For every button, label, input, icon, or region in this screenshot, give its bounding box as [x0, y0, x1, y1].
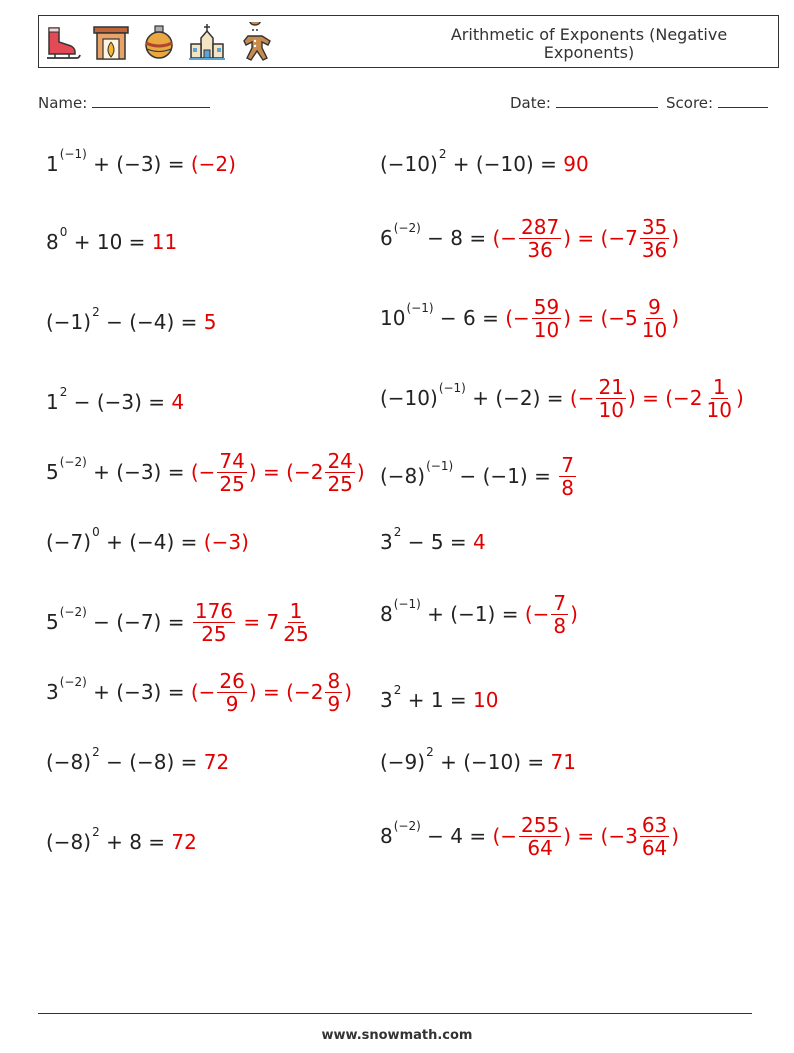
answer-prefix: (−5 — [600, 306, 638, 330]
fraction-numerator: 255 — [521, 812, 560, 837]
fraction-numerator: 8 — [327, 668, 341, 693]
answer-equals: = — [635, 386, 666, 410]
fraction — [532, 296, 561, 341]
answer: 4 — [171, 390, 185, 414]
fraction — [217, 670, 246, 715]
fraction-denominator: 25 — [327, 471, 353, 496]
answer-suffix: ) — [563, 824, 572, 848]
name-field[interactable] — [38, 94, 210, 112]
answer-prefix: 7 — [266, 610, 280, 634]
problem-operation: + (−10) = — [433, 750, 551, 774]
problem-exponent: 0 — [92, 525, 100, 539]
answer-mixed-group — [267, 600, 313, 645]
problem-left-8 — [46, 662, 352, 722]
answer-fraction-group — [492, 814, 571, 859]
answer-suffix: ) — [671, 226, 680, 250]
fraction — [193, 600, 235, 645]
problem-right-5 — [380, 446, 578, 506]
problem-left-4 — [46, 372, 184, 432]
answer-mixed-group — [286, 670, 352, 715]
problem-operation: + (−2) = — [465, 386, 570, 410]
church-icon — [187, 22, 227, 62]
problem-operation: + (−3) = — [86, 680, 191, 704]
gingerbread-icon — [235, 22, 275, 62]
fraction — [325, 450, 354, 495]
answer: 4 — [473, 530, 486, 554]
answer-fraction-group — [557, 454, 578, 499]
answer-suffix: ) — [627, 386, 636, 410]
answer-fraction-group — [492, 216, 571, 261]
fraction-denominator: 10 — [706, 397, 732, 422]
answer-equals: = — [571, 226, 601, 250]
problem-base: 1 — [46, 152, 59, 176]
problem-operation: − (−8) = — [99, 750, 204, 774]
problem-left-7 — [46, 592, 313, 652]
worksheet-header — [38, 15, 779, 68]
problem-operation: + (−3) = — [86, 460, 191, 484]
problem-base: 5 — [46, 460, 59, 484]
problem-operation: − 8 = — [420, 226, 493, 250]
problem-left-9 — [46, 732, 229, 792]
answer-prefix: (−2 — [286, 680, 324, 704]
fireplace-icon — [91, 22, 131, 62]
problem-left-5 — [46, 442, 365, 502]
fraction-denominator: 8 — [561, 475, 574, 500]
problem-operation: − (−3) = — [67, 390, 172, 414]
date-field[interactable] — [510, 94, 658, 112]
answer-suffix: ) — [344, 680, 352, 704]
problem-left-6 — [46, 512, 249, 572]
answer-mixed-group — [601, 216, 680, 261]
answer-suffix: ) — [248, 680, 257, 704]
problem-base: 3 — [380, 688, 393, 712]
answer: 71 — [550, 750, 576, 774]
problem-operation: + (−4) = — [99, 530, 204, 554]
answer-prefix: (− — [190, 460, 216, 484]
fraction-denominator: 10 — [641, 317, 668, 342]
problem-exponent: 2 — [92, 825, 100, 839]
fraction-denominator: 10 — [533, 317, 560, 342]
fraction-numerator: 287 — [521, 214, 560, 239]
fraction — [281, 600, 310, 645]
problem-right-9 — [380, 732, 576, 792]
problem-exponent: (−2) — [393, 221, 421, 235]
score-label: Score: — [666, 94, 714, 112]
problem-base: (−10) — [380, 152, 438, 176]
fraction-numerator: 7 — [553, 590, 567, 615]
problem-operation: − (−1) = — [453, 464, 558, 488]
fraction — [519, 814, 561, 859]
score-blank[interactable] — [718, 94, 768, 108]
answer-fraction-group — [505, 296, 571, 341]
answer-suffix: ) — [356, 460, 365, 484]
answer-fraction-group — [191, 450, 257, 495]
fraction-numerator: 176 — [194, 598, 234, 623]
worksheet-title: Arithmetic of Exponents (Negative Exponents) — [450, 25, 728, 62]
problem-base: 3 — [380, 530, 393, 554]
problem-base: (−7) — [46, 530, 92, 554]
answer-prefix: (− — [505, 306, 530, 330]
fraction — [559, 454, 576, 499]
problem-exponent: 2 — [92, 745, 100, 759]
fraction — [217, 450, 246, 495]
problem-base: 6 — [380, 226, 393, 250]
answer-suffix: ) — [735, 386, 744, 410]
answer-suffix: ) — [563, 306, 572, 330]
fraction — [551, 592, 568, 637]
answer-suffix: ) — [671, 824, 680, 848]
problem-right-8 — [380, 670, 499, 730]
answer-prefix: (− — [190, 680, 216, 704]
problem-base: 8 — [380, 602, 393, 626]
problem-operation: + 10 = — [67, 230, 152, 254]
fraction-numerator: 59 — [533, 294, 560, 319]
fraction-denominator: 64 — [641, 835, 668, 860]
problem-left-2 — [46, 212, 177, 272]
fraction-denominator: 25 — [283, 621, 309, 646]
fraction-numerator: 21 — [598, 374, 624, 399]
problem-exponent: 2 — [393, 683, 402, 697]
date-blank[interactable] — [556, 94, 658, 108]
problem-exponent: (−2) — [59, 455, 87, 469]
problem-exponent: 2 — [92, 305, 100, 319]
fraction — [640, 814, 669, 859]
answer-equals: = — [571, 824, 601, 848]
problem-exponent: 2 — [59, 385, 68, 399]
fraction-denominator: 9 — [225, 691, 239, 716]
problem-operation: + (−1) = — [420, 602, 525, 626]
answer-mixed-group — [286, 450, 365, 495]
problem-exponent: 2 — [426, 745, 434, 759]
fraction-denominator: 25 — [201, 621, 227, 646]
fraction-numerator: 1 — [289, 598, 303, 623]
problem-right-6 — [380, 512, 486, 572]
answer-prefix: (− — [569, 386, 595, 410]
fraction-denominator: 9 — [327, 691, 341, 716]
fraction — [519, 216, 561, 261]
problem-base: 3 — [46, 680, 59, 704]
answer-prefix: (−2 — [286, 460, 324, 484]
problem-left-10 — [46, 812, 197, 872]
problem-operation: − 4 = — [420, 824, 493, 848]
ornament-icon — [139, 22, 179, 62]
fraction-numerator: 9 — [648, 294, 661, 319]
fraction-denominator: 10 — [598, 397, 624, 422]
problem-operation: − 5 = — [401, 530, 474, 554]
answer-mixed-group — [665, 376, 744, 421]
problem-base: (−9) — [380, 750, 426, 774]
problem-exponent: (−1) — [438, 381, 466, 395]
fraction — [640, 296, 669, 341]
fraction-numerator: 24 — [327, 448, 353, 473]
problem-base: (−8) — [46, 750, 92, 774]
problem-base: 5 — [46, 610, 59, 634]
problem-exponent: (−1) — [59, 147, 87, 161]
answer: 72 — [203, 750, 230, 774]
fraction-denominator: 64 — [527, 835, 553, 860]
answer: 10 — [473, 688, 499, 712]
fraction-numerator: 35 — [641, 214, 668, 239]
problem-exponent: (−1) — [406, 301, 434, 315]
answer-prefix: (− — [492, 226, 518, 250]
fraction-numerator: 1 — [712, 374, 726, 399]
answer-mixed-group — [601, 296, 680, 341]
answer-prefix: (−3 — [600, 824, 638, 848]
problem-left-1 — [46, 134, 236, 194]
answer-fraction-group — [570, 376, 636, 421]
problem-base: (−8) — [46, 830, 92, 854]
ice-skate-icon — [43, 22, 83, 62]
footer-rule — [38, 1013, 752, 1014]
problem-right-3 — [380, 288, 679, 348]
problem-exponent: 2 — [393, 525, 402, 539]
problem-base: 8 — [380, 824, 393, 848]
answer-suffix: ) — [570, 602, 578, 626]
answer-equals: = — [256, 680, 287, 704]
fraction-numerator: 74 — [219, 448, 245, 473]
answer: 72 — [171, 830, 197, 854]
answer: 11 — [151, 230, 178, 254]
fraction-denominator: 8 — [553, 613, 567, 638]
problem-base: (−8) — [380, 464, 426, 488]
answer-equals: = — [256, 460, 287, 484]
answer-fraction-group — [525, 592, 578, 637]
answer-suffix: ) — [248, 460, 257, 484]
answer: (−3) — [203, 530, 249, 554]
date-label: Date: — [510, 94, 551, 112]
fraction — [596, 376, 625, 421]
problem-operation: + (−3) = — [86, 152, 191, 176]
answer-mixed-group — [601, 814, 680, 859]
problem-base: (−1) — [46, 310, 92, 334]
fraction-numerator: 63 — [641, 812, 668, 837]
answer-fraction-group — [191, 670, 257, 715]
problem-exponent: (−2) — [59, 675, 87, 689]
problem-operation: − 6 = — [433, 306, 506, 330]
fraction-denominator: 36 — [527, 237, 553, 262]
fraction — [325, 670, 342, 715]
answer-suffix: ) — [563, 226, 572, 250]
answer: 90 — [563, 152, 589, 176]
fraction — [705, 376, 734, 421]
problem-exponent: (−1) — [426, 459, 454, 473]
problem-operation: + 1 = — [401, 688, 474, 712]
score-field[interactable] — [666, 94, 768, 112]
icon-row — [43, 22, 275, 62]
problem-base: 8 — [46, 230, 59, 254]
answer-suffix: ) — [671, 306, 680, 330]
problem-operation: − (−4) = — [99, 310, 204, 334]
name-label: Name: — [38, 94, 88, 112]
fraction — [640, 216, 669, 261]
problem-left-3 — [46, 292, 217, 352]
fraction-numerator: 26 — [219, 668, 245, 693]
answer-prefix: (− — [524, 602, 550, 626]
problem-exponent: (−2) — [59, 605, 87, 619]
problem-operation: + (−10) = — [446, 152, 564, 176]
answer-fraction-group — [191, 600, 237, 645]
problem-operation: − (−7) = — [86, 610, 191, 634]
problem-exponent: 0 — [59, 225, 68, 239]
problem-operation: + 8 = — [99, 830, 172, 854]
problem-right-4 — [380, 368, 744, 428]
problem-exponent: (−2) — [393, 819, 421, 833]
footer-url: www.snowmath.com — [321, 1028, 473, 1043]
problem-base: 1 — [46, 390, 59, 414]
fraction-numerator: 7 — [561, 452, 574, 477]
problem-right-7 — [380, 584, 578, 644]
problem-exponent: (−1) — [393, 597, 421, 611]
problem-base: (−10) — [380, 386, 438, 410]
problem-base: 10 — [380, 306, 406, 330]
name-blank[interactable] — [92, 94, 210, 108]
answer-prefix: (−7 — [600, 226, 638, 250]
fraction-denominator: 36 — [641, 237, 668, 262]
answer-prefix: (− — [492, 824, 518, 848]
problem-exponent: 2 — [438, 147, 447, 161]
fraction-denominator: 25 — [219, 471, 245, 496]
problem-right-1 — [380, 134, 589, 194]
problem-right-10 — [380, 806, 679, 866]
answer-equals: = — [571, 306, 601, 330]
answer-prefix: (−2 — [665, 386, 703, 410]
answer: 5 — [203, 310, 217, 334]
answer-equals: = — [237, 610, 267, 634]
answer: (−2) — [190, 152, 236, 176]
problem-right-2 — [380, 208, 679, 268]
